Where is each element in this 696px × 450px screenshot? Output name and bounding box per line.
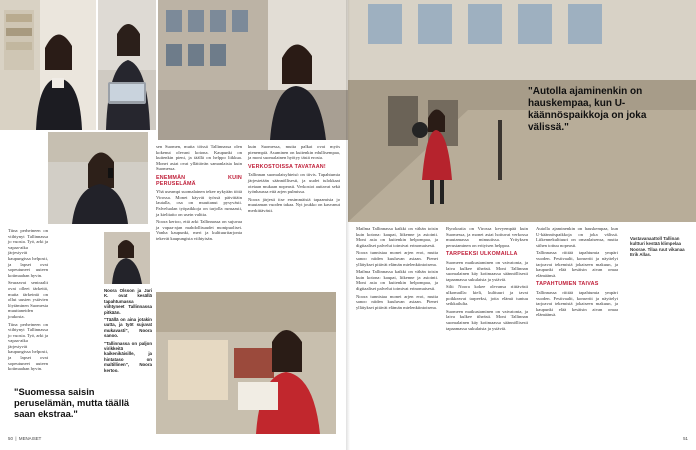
heading-enemman: ENEMMÄN KUIN PERUSELÄMÄ — [156, 174, 242, 187]
caption-small-2: "Täällä on aina jotakin uutta, ja työt sujuvat mukavasti", Noora sanoo. — [104, 317, 152, 339]
photo-woman-laptop — [98, 0, 156, 130]
r-col1d-text: Noora tunnistaa monet arjen erot, mutta sanoo niiden kuuluvan asiaan. Pienet yllätykset pitävät elämän mielenkiintoisena. — [356, 293, 438, 310]
r-col1b-text: Noora tunnistaa monet arjen erot, mutta sanoo niiden kuuluvan asiaan. Pienet yllätykset pitävät elämän mielenkiintoisena. — [356, 250, 438, 267]
left-col-1b-text: Seuraavat sentraalit ovat olleet tärkeitä, mutta tärkeintä on ollut uusien ystävien löytäminen Suomesta muuttaneiden joukosta. — [8, 280, 48, 319]
page-number-left: 50 — [8, 436, 13, 441]
mid-col-text-1: sen Suomen, mutta töissä Tallinnassa olen kokenut olevani kotona. Kaupunki on kuitenkin pieni, ja täällä on helppo liikkua. Monet asiat ovat yllättävän samanlaisia kuin Suomessa. — [156, 144, 242, 172]
heading-tarpeeksi: TARPEEKSI ULKOMAILLA — [446, 251, 518, 258]
left-col-1-text: Tiina perheineen on viihtynyt Tallinnassa jo vuosia. Työ, arki ja vapaa-aika järjestyvät kaupungissa helposti, ja lapset ovat sopeutuneet uuteen kotimaahan hyvin. — [8, 228, 48, 278]
right-col-3 — [536, 226, 618, 320]
right-footer — [683, 436, 688, 441]
section-name: MENAISET — [18, 436, 42, 441]
r-col1c-text: Mailma Tallinnassa kaikki on vähän toisin kuin kotona: kaupat, liikenne ja asiointi. Moni asia on kuitenkin helpompaa, ja digitaaliset palvelut toimivat erinomaisesti. — [356, 269, 438, 291]
gutter-shadow — [346, 0, 350, 450]
left-col-1c-text: Tiina perheineen on viihtynyt Tallinnassa jo vuosia. Työ, arki ja vapaa-aika järjestyvät kaupungissa helposti, ja lapset ovat sopeutuneet uuteen kotimaahan hyvin. — [8, 321, 48, 372]
photo-woman-reading — [156, 292, 336, 434]
photo-woman-phone — [48, 132, 148, 224]
heading-tapahtumien: TAPAHTUMIEN TAIVAS — [536, 281, 599, 288]
left-col-right — [248, 144, 340, 216]
caption-bottom: "Tallinnassa on paljon virikkeitä kaikenikäisille, ja hintataso on maltillinen", Noora kertoo. — [104, 340, 152, 373]
right-col-1 — [356, 226, 438, 312]
left-col-1 — [8, 228, 48, 374]
r-col2b-text: Suomeen matkustaminen on vaivatonta, ja laiva kulkee tiheästi. Moni Tallinnan suomalainen käy kotimaassa säännöllisesti tapaamassa sukulaisia ja ystäviä. — [446, 259, 528, 282]
r-col1-text: Mailma Tallinnassa kaikki on vähän toisin kuin kotona: kaupat, liikenne ja asiointi. Moni asia on kuitenkin helpompaa, ja digitaaliset palvelut toimivat erinomaisesti. — [356, 226, 438, 248]
caption-right: Vastavanaattoll Tallinan kultturi kestää klimpelaa Noorae. Tilaa ruut vikanaa Erik Allas. — [630, 236, 685, 258]
right-col-2 — [446, 226, 528, 333]
photo-woman-corridor — [104, 232, 150, 284]
pull-quote-left: "Suomessa saisin peruselämän, mutta täällä saan ekstraa." — [14, 386, 130, 419]
left-col-mid — [156, 144, 242, 244]
right-col-text-3: Noora järjesti itse ensimmäisiä tapaamisia jo muutaman vuoden takaa. Nyt joukko on kasvanut merkittävästi. — [248, 196, 340, 213]
r-col2c-text: Silti Noora kokee olevansa riittävästi ulkomailla: kieli, kulttuuri ja tavat poikkeavat tarpeeksi, jotta elämä tuntuu seikkailulta. — [446, 284, 528, 307]
left-footer: 50 | MENAISET — [8, 436, 42, 441]
left-caption-col — [104, 288, 152, 375]
r-col3-text: Autolla ajaminenkin on hauskempaa, kun U-käännöspaikkoja on joka välissä. Liikennekulttuuri on omanlaisensa, mutta siihen tottuu nopeasti. — [536, 226, 618, 248]
r-col2d-text: Suomeen matkustaminen on vaivatonta, ja laiva kulkee tiheästi. Moni Tallinnan suomalainen käy kotimaassa säännöllisesti tapaamassa sukulaisia ja ystäviä. — [446, 308, 528, 331]
right-page — [348, 0, 696, 450]
mid-col-text-3: Noora kertoo, että arki Tallinnassa on sujuvaa ja vapaa-ajan mahdollisuudet monipuoliset. Vanha kaupunki, meri ja kulttuuritarjonta tekevät kaupungista viihtyisän. — [156, 219, 242, 241]
r-col2-text: Byrokratia on Virossa kevyempää kuin Suomessa, ja monet asiat hoituvat verkossa muutamassa minuutissa. Yrityksen perustaminen on erityisen helppoa. — [446, 226, 528, 248]
right-col-text-1: kuin Suomessa, mutta palkat ovat myös pienempiä. Asuminen on kuitenkin edullisempaa, ja moni suomalainen hyötyy tästä erosta. — [248, 144, 340, 161]
photo-building-woman — [158, 0, 348, 140]
page-number-right: 51 — [683, 436, 688, 441]
r-col3b-text: Tallinnassa riittää tapahtumia ympäri vuoden. Festivaalit, konsertit ja näyttelyt tarjoavat tekemistä jokaiseen makuun, ja kaupunki elää kesäisin aivan omaa elämäänsä. — [536, 289, 618, 318]
r-col3a-text: Tallinnassa riittää tapahtumia ympäri vuoden. Festivaalit, konsertit ja näyttelyt tarjoavat tekemistä jokaiseen makuun, ja kaupunki elää kesäisin aivan omaa elämäänsä. — [536, 250, 618, 278]
right-col-text-2: Tallinnan suomalaisyhteisö on tiivis. Tapahtumia järjestetään säännöllisesti, ja uudet tulokkaat otetaan mukaan nopeasti. Verkostot auttavat sekä työnhaussa että arjen pulmissa. — [248, 172, 340, 195]
pull-quote-right: "Autolla ajaminenkin on hauskempaa, kun U-käännöspaikkoja on joka välissä." — [528, 86, 647, 133]
mid-col-text-2: Yhä useampi suomalainen tekee nykyään töitä Virossa. Monet käyvät työssä päivittäin lautalla, osa on muuttanut pysyvästi. Palvelualan työpaikkoja on tarjolla runsaasti, ja kielitaito on usein valttia. — [156, 189, 242, 217]
heading-verkostoissa: VERKOSTOISSA TAVATAAN! — [248, 163, 326, 170]
caption-small: Noora Olsson ja Jari K. ovat kesällä tapahtumassa viihtyneet Tallinnassa pitkään. — [104, 288, 152, 315]
photo-woman-office — [0, 0, 96, 130]
